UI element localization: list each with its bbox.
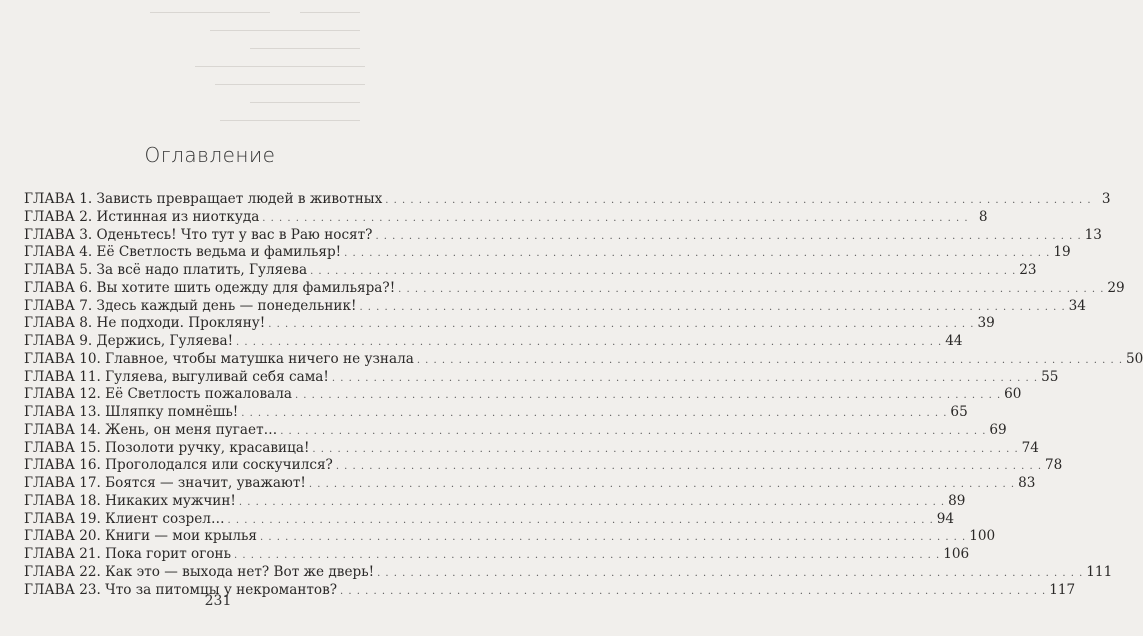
toc-entry xyxy=(24,208,988,227)
chapter-title: ГЛАВА 4. Её Светлость ведьма и фамильяр! xyxy=(24,244,342,261)
chapter-title: ГЛАВА 10. Главное, чтобы матушка ничего не узнала xyxy=(24,350,414,367)
chapter-page: 29 xyxy=(1107,279,1125,296)
dot-leader xyxy=(333,458,1045,476)
toc-entry xyxy=(24,226,1102,245)
toc-entry xyxy=(24,421,1007,440)
toc-entry xyxy=(24,386,1022,404)
toc-entry xyxy=(24,315,995,333)
dot-leader xyxy=(356,299,1068,317)
chapter-title: ГЛАВА 17. Боятся — значит, уважают! xyxy=(24,475,306,491)
chapter-page: 50 xyxy=(1126,350,1143,367)
toc-entry xyxy=(24,475,1036,493)
dot-leader xyxy=(329,370,1041,388)
toc-entry xyxy=(24,528,996,546)
chapter-page: 83 xyxy=(1018,475,1036,491)
dot-leader xyxy=(265,316,977,334)
toc-entry xyxy=(24,404,968,422)
chapter-page: 89 xyxy=(948,492,966,509)
page-number: 231 xyxy=(204,593,232,609)
chapter-title: ГЛАВА 5. За всё надо платить, Гуляева xyxy=(24,262,308,278)
chapter-page: 34 xyxy=(1068,297,1086,314)
dot-leader xyxy=(337,583,1049,601)
chapter-page: 94 xyxy=(936,510,955,527)
dot-leader xyxy=(292,387,1004,405)
dot-leader xyxy=(238,405,950,423)
toc-entry xyxy=(24,457,1063,475)
chapter-page: 65 xyxy=(950,404,968,420)
chapter-title: ГЛАВА 13. Шляпку помнёшь! xyxy=(24,404,239,420)
chapter-title: ГЛАВА 19. Клиент созрел… xyxy=(24,510,225,527)
dot-leader xyxy=(382,192,1094,210)
chapter-title: ГЛАВА 18. Никаких мужчин! xyxy=(24,492,236,509)
chapter-page: 100 xyxy=(969,528,996,545)
chapter-title: ГЛАВА 23. Что за питомцы у некромантов? xyxy=(24,581,338,598)
dot-leader xyxy=(414,352,1126,370)
chapter-page: 8 xyxy=(978,208,988,225)
toc-entry xyxy=(24,191,1111,209)
chapter-page: 39 xyxy=(977,315,995,332)
dot-leader xyxy=(307,263,1019,281)
chapter-title: ГЛАВА 2. Истинная из ниоткуда xyxy=(24,208,260,225)
dot-leader xyxy=(225,512,937,530)
dot-leader xyxy=(231,547,943,565)
chapter-page: 78 xyxy=(1045,457,1063,474)
chapter-title: ГЛАВА 15. Позолоти ручку, красавица! xyxy=(24,439,310,456)
dot-leader xyxy=(341,245,1053,263)
table-of-contents xyxy=(24,191,1143,599)
chapter-title: ГЛАВА 8. Не подходи. Прокляну! xyxy=(24,315,266,332)
chapter-page: 74 xyxy=(1021,439,1039,456)
chapter-page: 13 xyxy=(1084,226,1102,243)
chapter-page: 60 xyxy=(1004,386,1022,403)
toc-entry xyxy=(24,350,1143,369)
chapter-title: ГЛАВА 12. Её Светлость пожаловала xyxy=(24,386,292,403)
dot-leader xyxy=(374,565,1086,583)
chapter-title: ГЛАВА 16. Проголодался или соскучился? xyxy=(24,457,333,474)
toc-entry xyxy=(24,510,955,529)
chapter-page: 19 xyxy=(1053,244,1071,261)
toc-entry xyxy=(24,563,1113,582)
chapter-title: ГЛАВА 1. Зависть превращает людей в животных xyxy=(24,191,383,207)
dot-leader xyxy=(277,423,989,441)
dot-leader xyxy=(306,476,1018,494)
dot-leader xyxy=(259,210,971,228)
chapter-title: ГЛАВА 9. Держись, Гуляева! xyxy=(24,333,234,349)
chapter-title: ГЛАВА 6. Вы хотите шить одежду для фамильяра?! xyxy=(24,279,396,296)
page-title: Оглавление xyxy=(144,143,276,167)
dot-leader xyxy=(257,529,969,547)
chapter-page: 23 xyxy=(1019,262,1037,278)
dot-leader xyxy=(309,441,1021,459)
chapter-title: ГЛАВА 3. Оденьтесь! Что тут у вас в Раю носят? xyxy=(24,226,373,243)
chapter-page: 111 xyxy=(1086,563,1113,580)
chapter-page: 117 xyxy=(1049,581,1076,598)
toc-entry xyxy=(24,297,1086,316)
dot-leader xyxy=(372,228,1084,246)
toc-entry xyxy=(24,492,966,511)
chapter-title: ГЛАВА 7. Здесь каждый день — понедельник! xyxy=(24,297,357,314)
chapter-title: ГЛАВА 22. Как это — выхода нет? Вот же дверь! xyxy=(24,563,375,580)
toc-entry xyxy=(24,262,1037,280)
dot-leader xyxy=(395,281,1107,299)
toc-entry xyxy=(24,279,1125,298)
dot-leader xyxy=(236,494,948,512)
chapter-title: ГЛАВА 11. Гуляева, выгуливай себя сама! xyxy=(24,368,329,385)
toc-entry xyxy=(24,244,1071,262)
chapter-page: 44 xyxy=(945,333,963,349)
dot-leader xyxy=(233,334,945,352)
toc-entry xyxy=(24,546,970,564)
toc-entry xyxy=(24,439,1039,458)
chapter-page: 55 xyxy=(1041,368,1059,385)
chapter-title: ГЛАВА 20. Книги — мои крылья xyxy=(24,528,258,545)
toc-entry xyxy=(24,368,1059,387)
show-through-text xyxy=(0,0,450,140)
chapter-title: ГЛАВА 21. Пока горит огонь xyxy=(24,546,232,562)
chapter-page: 106 xyxy=(943,546,970,562)
toc-entry xyxy=(24,333,963,351)
chapter-page: 3 xyxy=(1101,191,1111,207)
chapter-title: ГЛАВА 14. Жень, он меня пугает… xyxy=(24,421,278,438)
chapter-page: 69 xyxy=(989,421,1007,438)
